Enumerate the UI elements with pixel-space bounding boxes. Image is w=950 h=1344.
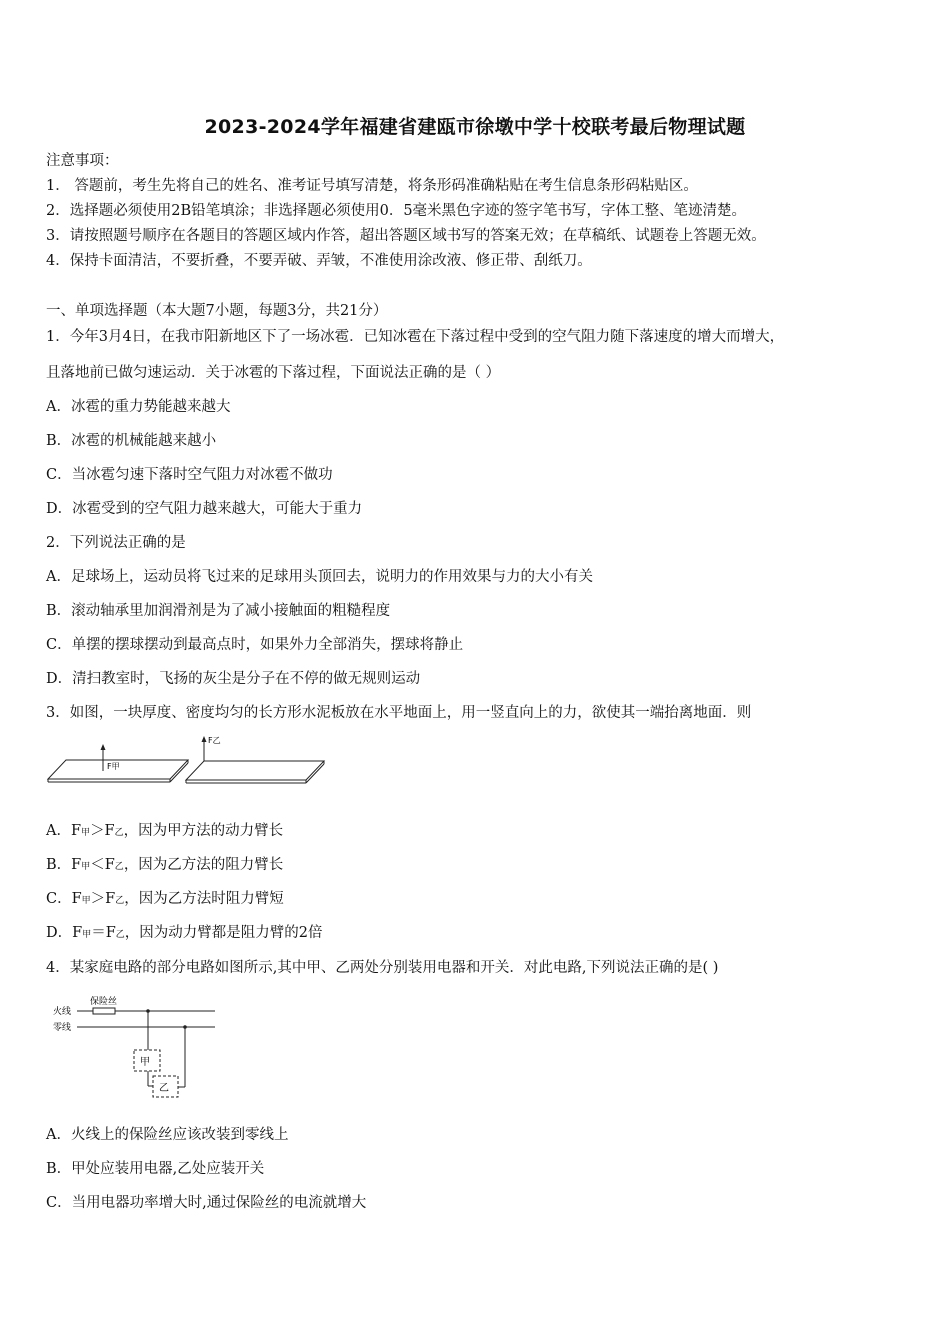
q3-stem: 3．如图，一块厚度、密度均匀的长方形水泥板放在水平地面上，用一竖直向上的力，欲使其一端抬离地面．则 (46, 705, 752, 721)
q1-option-d: D．冰雹受到的空气阻力越来越大，可能大于重力 (46, 501, 363, 517)
q3-figure (44, 734, 344, 786)
q2-option-d: D．清扫教室时，飞扬的灰尘是分子在不停的做无规则运动 (46, 671, 421, 687)
q4-option-b: B．甲处应装用电器,乙处应装开关 (46, 1161, 265, 1177)
force-label-jia: F甲 (107, 762, 120, 771)
q4-stem: 4．某家庭电路的部分电路如图所示,其中甲、乙两处分别装用电器和开关．对此电路,下列说法正确的是( ) (46, 960, 719, 976)
q1-option-c: C．当冰雹匀速下落时空气阻力对冰雹不做功 (46, 467, 333, 483)
q3-option-c: C．F甲＞F乙，因为乙方法时阻力臂短 (46, 891, 284, 907)
q1-option-b: B．冰雹的机械能越来越小 (46, 433, 217, 449)
q4-option-a: A．火线上的保险丝应该改装到零线上 (46, 1127, 289, 1143)
section-heading: 一、单项选择题（本大题7小题，每题3分，共21分） (46, 303, 388, 319)
q4-circuit-figure (50, 990, 225, 1105)
page-title: 2023-2024学年福建省建瓯市徐墩中学十校联考最后物理试题 (204, 116, 746, 138)
fuse-label: 保险丝 (90, 997, 118, 1007)
q2-option-c: C．单摆的摆球摆动到最高点时，如果外力全部消失，摆球将静止 (46, 637, 464, 653)
notice-item-1: 1． 答题前，考生先将自己的姓名、准考证号填写清楚，将条形码准确粘贴在考生信息条形码粘贴区。 (46, 178, 698, 194)
q2-stem: 2．下列说法正确的是 (46, 535, 186, 551)
notice-item-3: 3．请按照题号顺序在各题目的答题区域内作答，超出答题区域书写的答案无效；在草稿纸、试题卷上答题无效。 (46, 228, 766, 244)
slab-left (48, 744, 188, 782)
notice-heading: 注意事项： (46, 153, 119, 169)
q1-stem-line2: 且落地前已做匀速运动．关于冰雹的下落过程，下面说法正确的是（ ） (46, 365, 501, 381)
q4-option-c: C．当用电器功率增大时,通过保险丝的电流就增大 (46, 1195, 367, 1211)
fuse (93, 1008, 115, 1014)
force-label-yi: F乙 (208, 736, 221, 745)
device-yi-label: 乙 (159, 1083, 169, 1094)
slab-right (186, 736, 324, 783)
live-wire-label: 火线 (53, 1007, 72, 1017)
q2-option-a: A．足球场上，运动员将飞过来的足球用头顶回去，说明力的作用效果与力的大小有关 (46, 569, 593, 585)
q3-option-a: A．F甲＞F乙，因为甲方法的动力臂长 (46, 823, 284, 839)
q2-option-b: B．滚动轴承里加润滑剂是为了减小接触面的粗糙程度 (46, 603, 391, 619)
device-jia-label: 甲 (140, 1057, 150, 1068)
q3-option-d: D．F甲＝F乙，因为动力臂都是阻力臂的2倍 (46, 925, 323, 941)
q1-option-a: A．冰雹的重力势能越来越大 (46, 399, 231, 415)
q1-stem-line1: 1．今年3月4日，在我市阳新地区下了一场冰雹．已知冰雹在下落过程中受到的空气阻力随下落速度的增大而增大， (46, 329, 785, 345)
neutral-wire-label: 零线 (53, 1023, 72, 1033)
notice-item-2: 2．选择题必须使用2B铅笔填涂；非选择题必须使用0．5毫米黑色字迹的签字笔书写，字体工整、笔迹清楚。 (46, 203, 747, 219)
notice-item-4: 4．保持卡面清洁，不要折叠，不要弄破、弄皱，不准使用涂改液、修正带、刮纸刀。 (46, 253, 592, 269)
q3-option-b: B．F甲＜F乙，因为乙方法的阻力臂长 (46, 857, 284, 873)
